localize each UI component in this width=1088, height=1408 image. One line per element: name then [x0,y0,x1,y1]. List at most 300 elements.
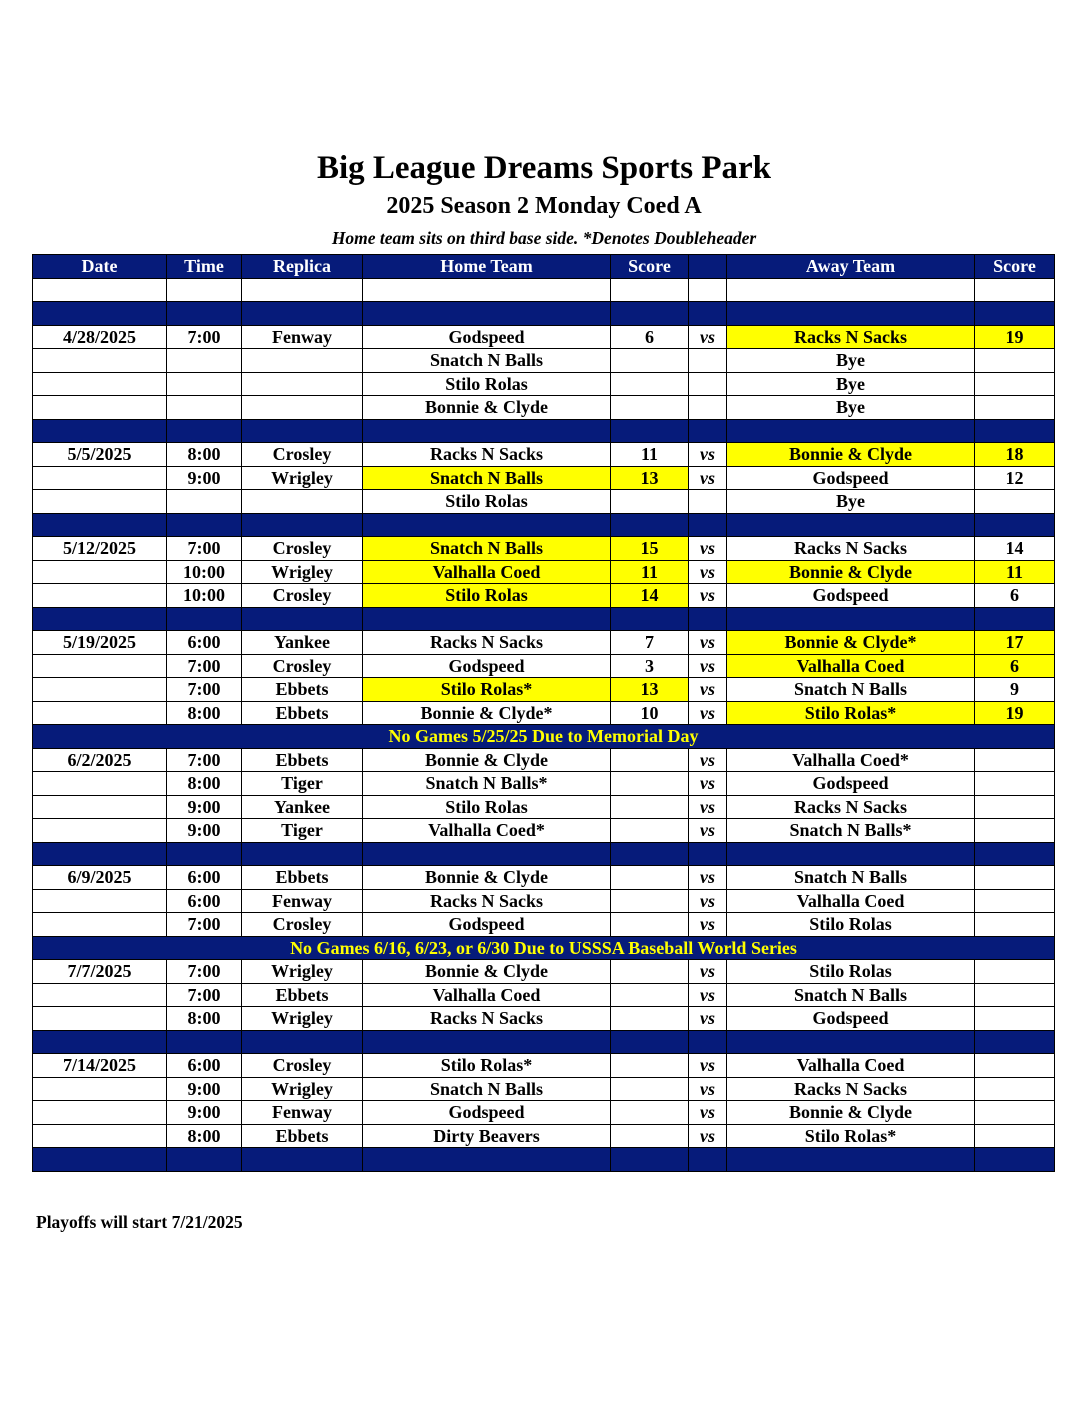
time-cell [167,490,242,514]
separator-row [33,513,1055,537]
home-team-cell: Stilo Rolas [363,795,611,819]
home-team-cell: Godspeed [363,325,611,349]
time-cell: 8:00 [167,443,242,467]
empty-cell [167,1030,242,1054]
vs-cell [689,490,727,514]
home-team-cell: Godspeed [363,654,611,678]
home-score-cell: 7 [611,631,689,655]
empty-cell [689,607,727,631]
away-score-cell: 6 [975,584,1055,608]
away-team-cell: Bonnie & Clyde [727,1101,975,1125]
empty-cell [689,513,727,537]
time-cell: 7:00 [167,325,242,349]
time-cell: 10:00 [167,584,242,608]
date-cell [33,913,167,937]
vs-cell: vs [689,1101,727,1125]
time-cell [167,396,242,420]
home-team-cell: Valhalla Coed* [363,819,611,843]
empty-cell [727,842,975,866]
game-row [33,349,1055,373]
replica-cell: Ebbets [242,678,363,702]
separator-row [33,302,1055,326]
vs-cell: vs [689,560,727,584]
home-score-cell [611,983,689,1007]
home-score-cell: 11 [611,560,689,584]
time-cell: 8:00 [167,772,242,796]
replica-cell: Fenway [242,1101,363,1125]
column-header-replica: Replica [242,255,363,279]
column-header-away-team: Away Team [727,255,975,279]
away-score-cell [975,1054,1055,1078]
empty-cell [975,1030,1055,1054]
date-cell [33,1101,167,1125]
home-score-cell: 10 [611,701,689,725]
away-team-cell: Godspeed [727,772,975,796]
date-cell [33,349,167,373]
game-row [33,631,1055,655]
game-row [33,772,1055,796]
empty-cell [727,278,975,302]
date-cell [33,1077,167,1101]
away-team-cell: Snatch N Balls* [727,819,975,843]
away-score-cell [975,1124,1055,1148]
home-score-cell [611,349,689,373]
empty-cell [975,302,1055,326]
game-row [33,678,1055,702]
home-score-cell [611,748,689,772]
time-cell: 6:00 [167,889,242,913]
home-team-cell: Dirty Beavers [363,1124,611,1148]
away-team-cell: Stilo Rolas* [727,1124,975,1148]
away-score-cell [975,372,1055,396]
home-score-cell: 13 [611,466,689,490]
date-cell [33,372,167,396]
empty-cell [167,1148,242,1172]
away-team-cell: Snatch N Balls [727,983,975,1007]
time-cell [167,349,242,373]
replica-cell: Tiger [242,819,363,843]
vs-cell: vs [689,443,727,467]
away-team-cell: Godspeed [727,466,975,490]
time-cell: 8:00 [167,701,242,725]
separator-row [33,842,1055,866]
empty-cell [33,842,167,866]
empty-cell [363,1148,611,1172]
page-title: Big League Dreams Sports Park [316,150,772,186]
empty-cell [611,842,689,866]
empty-cell [242,513,363,537]
replica-cell: Tiger [242,772,363,796]
blank-row [33,278,1055,302]
time-cell: 7:00 [167,678,242,702]
empty-cell [242,302,363,326]
date-cell: 5/5/2025 [33,443,167,467]
home-score-cell [611,772,689,796]
game-row [33,748,1055,772]
time-cell: 10:00 [167,560,242,584]
date-cell: 7/7/2025 [33,960,167,984]
vs-cell: vs [689,960,727,984]
home-team-cell: Racks N Sacks [363,631,611,655]
home-score-cell [611,866,689,890]
time-cell: 9:00 [167,795,242,819]
home-team-cell: Bonnie & Clyde [363,960,611,984]
empty-cell [33,1030,167,1054]
home-team-cell: Snatch N Balls* [363,772,611,796]
home-team-cell: Valhalla Coed [363,560,611,584]
away-team-cell: Godspeed [727,584,975,608]
replica-cell: Wrigley [242,1007,363,1031]
away-score-cell: 11 [975,560,1055,584]
home-team-cell: Bonnie & Clyde* [363,701,611,725]
empty-cell [727,513,975,537]
home-score-cell: 13 [611,678,689,702]
time-cell: 7:00 [167,654,242,678]
replica-cell: Wrigley [242,560,363,584]
date-cell [33,701,167,725]
home-team-cell: Racks N Sacks [363,443,611,467]
notice-text: No Games 5/25/25 Due to Memorial Day [33,725,1055,749]
vs-cell: vs [689,1077,727,1101]
game-row [33,1077,1055,1101]
home-score-cell [611,1054,689,1078]
empty-cell [363,842,611,866]
replica-cell: Fenway [242,325,363,349]
date-cell: 6/9/2025 [33,866,167,890]
home-score-cell [611,490,689,514]
away-score-cell [975,490,1055,514]
away-team-cell: Bonnie & Clyde [727,560,975,584]
separator-row [33,607,1055,631]
empty-cell [611,607,689,631]
time-cell: 7:00 [167,983,242,1007]
home-team-cell: Stilo Rolas* [363,1054,611,1078]
vs-cell: vs [689,466,727,490]
time-cell: 9:00 [167,1101,242,1125]
column-header-home-score: Score [611,255,689,279]
vs-cell: vs [689,795,727,819]
away-team-cell: Valhalla Coed [727,654,975,678]
away-score-cell: 19 [975,325,1055,349]
vs-cell: vs [689,631,727,655]
away-team-cell: Godspeed [727,1007,975,1031]
empty-cell [363,419,611,443]
replica-cell: Wrigley [242,466,363,490]
away-team-cell: Racks N Sacks [727,537,975,561]
empty-cell [611,302,689,326]
replica-cell: Crosley [242,1054,363,1078]
page-note: Home team sits on third base side. *Denotes Doubleheader [331,228,757,248]
date-cell: 5/12/2025 [33,537,167,561]
away-team-cell: Stilo Rolas* [727,701,975,725]
away-score-cell [975,889,1055,913]
home-team-cell: Racks N Sacks [363,889,611,913]
away-score-cell: 6 [975,654,1055,678]
away-team-cell: Racks N Sacks [727,1077,975,1101]
away-team-cell: Stilo Rolas [727,960,975,984]
empty-cell [975,1148,1055,1172]
date-cell [33,983,167,1007]
game-row [33,654,1055,678]
empty-cell [689,1148,727,1172]
date-cell [33,819,167,843]
date-cell [33,490,167,514]
game-row [33,983,1055,1007]
away-team-cell: Bye [727,396,975,420]
time-cell: 8:00 [167,1124,242,1148]
away-score-cell [975,983,1055,1007]
game-row [33,584,1055,608]
empty-cell [33,278,167,302]
vs-cell: vs [689,1124,727,1148]
away-score-cell: 18 [975,443,1055,467]
date-cell [33,560,167,584]
header-row [33,255,1055,279]
empty-cell [727,1148,975,1172]
replica-cell: Ebbets [242,1124,363,1148]
empty-cell [727,419,975,443]
away-score-cell [975,1101,1055,1125]
empty-cell [363,607,611,631]
column-header-home-team: Home Team [363,255,611,279]
time-cell [167,372,242,396]
vs-cell: vs [689,913,727,937]
time-cell: 7:00 [167,748,242,772]
away-team-cell: Bonnie & Clyde* [727,631,975,655]
empty-cell [611,1030,689,1054]
date-cell [33,678,167,702]
vs-cell [689,349,727,373]
replica-cell: Wrigley [242,1077,363,1101]
away-team-cell: Racks N Sacks [727,325,975,349]
home-score-cell [611,819,689,843]
vs-cell [689,372,727,396]
empty-cell [975,278,1055,302]
game-row [33,466,1055,490]
home-team-cell: Stilo Rolas* [363,678,611,702]
empty-cell [167,842,242,866]
empty-cell [167,513,242,537]
vs-cell: vs [689,584,727,608]
home-team-cell: Stilo Rolas [363,490,611,514]
vs-cell: vs [689,1054,727,1078]
empty-cell [242,607,363,631]
vs-cell: vs [689,866,727,890]
replica-cell: Ebbets [242,866,363,890]
away-team-cell: Bye [727,372,975,396]
replica-cell [242,396,363,420]
time-cell: 8:00 [167,1007,242,1031]
empty-cell [689,842,727,866]
away-score-cell [975,396,1055,420]
empty-cell [611,513,689,537]
home-team-cell: Bonnie & Clyde [363,748,611,772]
away-team-cell: Valhalla Coed* [727,748,975,772]
empty-cell [33,1148,167,1172]
game-row [33,1101,1055,1125]
date-cell [33,795,167,819]
game-row [33,819,1055,843]
away-score-cell [975,1007,1055,1031]
page-subtitle: 2025 Season 2 Monday Coed A [386,193,702,219]
date-cell [33,1124,167,1148]
away-score-cell [975,349,1055,373]
replica-cell: Yankee [242,795,363,819]
replica-cell: Wrigley [242,960,363,984]
empty-cell [33,302,167,326]
away-score-cell [975,819,1055,843]
empty-cell [727,1030,975,1054]
date-cell [33,584,167,608]
empty-cell [33,607,167,631]
time-cell: 7:00 [167,537,242,561]
away-score-cell: 19 [975,701,1055,725]
home-team-cell: Snatch N Balls [363,466,611,490]
game-row [33,866,1055,890]
game-row [33,913,1055,937]
away-team-cell: Valhalla Coed [727,889,975,913]
home-team-cell: Stilo Rolas [363,584,611,608]
game-row [33,537,1055,561]
replica-cell: Fenway [242,889,363,913]
home-score-cell [611,913,689,937]
replica-cell: Crosley [242,443,363,467]
home-score-cell: 3 [611,654,689,678]
empty-cell [975,513,1055,537]
away-score-cell [975,772,1055,796]
replica-cell [242,349,363,373]
date-cell [33,396,167,420]
date-cell [33,1007,167,1031]
column-header-away-score: Score [975,255,1055,279]
home-score-cell [611,1124,689,1148]
home-team-cell: Racks N Sacks [363,1007,611,1031]
notice-row [33,725,1055,749]
home-team-cell: Snatch N Balls [363,1077,611,1101]
home-score-cell [611,889,689,913]
away-score-cell [975,866,1055,890]
footer-note: Playoffs will start 7/21/2025 [36,1212,243,1232]
vs-cell: vs [689,772,727,796]
replica-cell: Crosley [242,913,363,937]
away-score-cell: 14 [975,537,1055,561]
time-cell: 9:00 [167,466,242,490]
time-cell: 7:00 [167,960,242,984]
home-team-cell: Bonnie & Clyde [363,866,611,890]
empty-cell [363,513,611,537]
notice-row [33,936,1055,960]
time-cell: 6:00 [167,866,242,890]
game-row [33,795,1055,819]
away-team-cell: Bye [727,349,975,373]
empty-cell [167,278,242,302]
empty-cell [975,607,1055,631]
away-score-cell: 17 [975,631,1055,655]
game-row [33,1124,1055,1148]
away-team-cell: Racks N Sacks [727,795,975,819]
home-score-cell: 14 [611,584,689,608]
away-score-cell [975,795,1055,819]
home-score-cell [611,372,689,396]
home-score-cell [611,1101,689,1125]
replica-cell: Ebbets [242,748,363,772]
away-score-cell: 12 [975,466,1055,490]
time-cell: 7:00 [167,913,242,937]
game-row [33,1007,1055,1031]
empty-cell [242,1148,363,1172]
column-header-date: Date [33,255,167,279]
home-score-cell [611,960,689,984]
empty-cell [167,302,242,326]
empty-cell [727,302,975,326]
home-team-cell: Godspeed [363,913,611,937]
home-team-cell: Godspeed [363,1101,611,1125]
schedule-table [32,254,1055,1172]
game-row [33,396,1055,420]
empty-cell [167,607,242,631]
empty-cell [242,419,363,443]
game-row [33,960,1055,984]
vs-cell: vs [689,819,727,843]
home-team-cell: Valhalla Coed [363,983,611,1007]
away-score-cell [975,913,1055,937]
game-row [33,443,1055,467]
home-team-cell: Bonnie & Clyde [363,396,611,420]
away-team-cell: Bonnie & Clyde [727,443,975,467]
vs-cell: vs [689,748,727,772]
empty-cell [689,278,727,302]
separator-row [33,419,1055,443]
empty-cell [363,278,611,302]
home-score-cell: 15 [611,537,689,561]
vs-cell: vs [689,701,727,725]
replica-cell: Yankee [242,631,363,655]
vs-cell: vs [689,537,727,561]
vs-cell: vs [689,654,727,678]
home-score-cell [611,1077,689,1101]
empty-cell [242,842,363,866]
time-cell: 6:00 [167,1054,242,1078]
empty-cell [727,607,975,631]
empty-cell [611,278,689,302]
date-cell [33,889,167,913]
vs-cell: vs [689,678,727,702]
time-cell: 6:00 [167,631,242,655]
date-cell: 7/14/2025 [33,1054,167,1078]
vs-cell: vs [689,325,727,349]
away-score-cell [975,748,1055,772]
empty-cell [242,278,363,302]
time-cell: 9:00 [167,1077,242,1101]
away-score-cell: 9 [975,678,1055,702]
empty-cell [242,1030,363,1054]
game-row [33,325,1055,349]
notice-text: No Games 6/16, 6/23, or 6/30 Due to USSSA Baseball World Series [33,936,1055,960]
away-team-cell: Bye [727,490,975,514]
replica-cell [242,372,363,396]
game-row [33,560,1055,584]
empty-cell [975,419,1055,443]
empty-cell [167,419,242,443]
empty-cell [611,419,689,443]
date-cell: 6/2/2025 [33,748,167,772]
home-team-cell: Snatch N Balls [363,537,611,561]
date-cell: 5/19/2025 [33,631,167,655]
home-team-cell: Stilo Rolas [363,372,611,396]
empty-cell [33,419,167,443]
replica-cell: Crosley [242,584,363,608]
home-score-cell: 6 [611,325,689,349]
